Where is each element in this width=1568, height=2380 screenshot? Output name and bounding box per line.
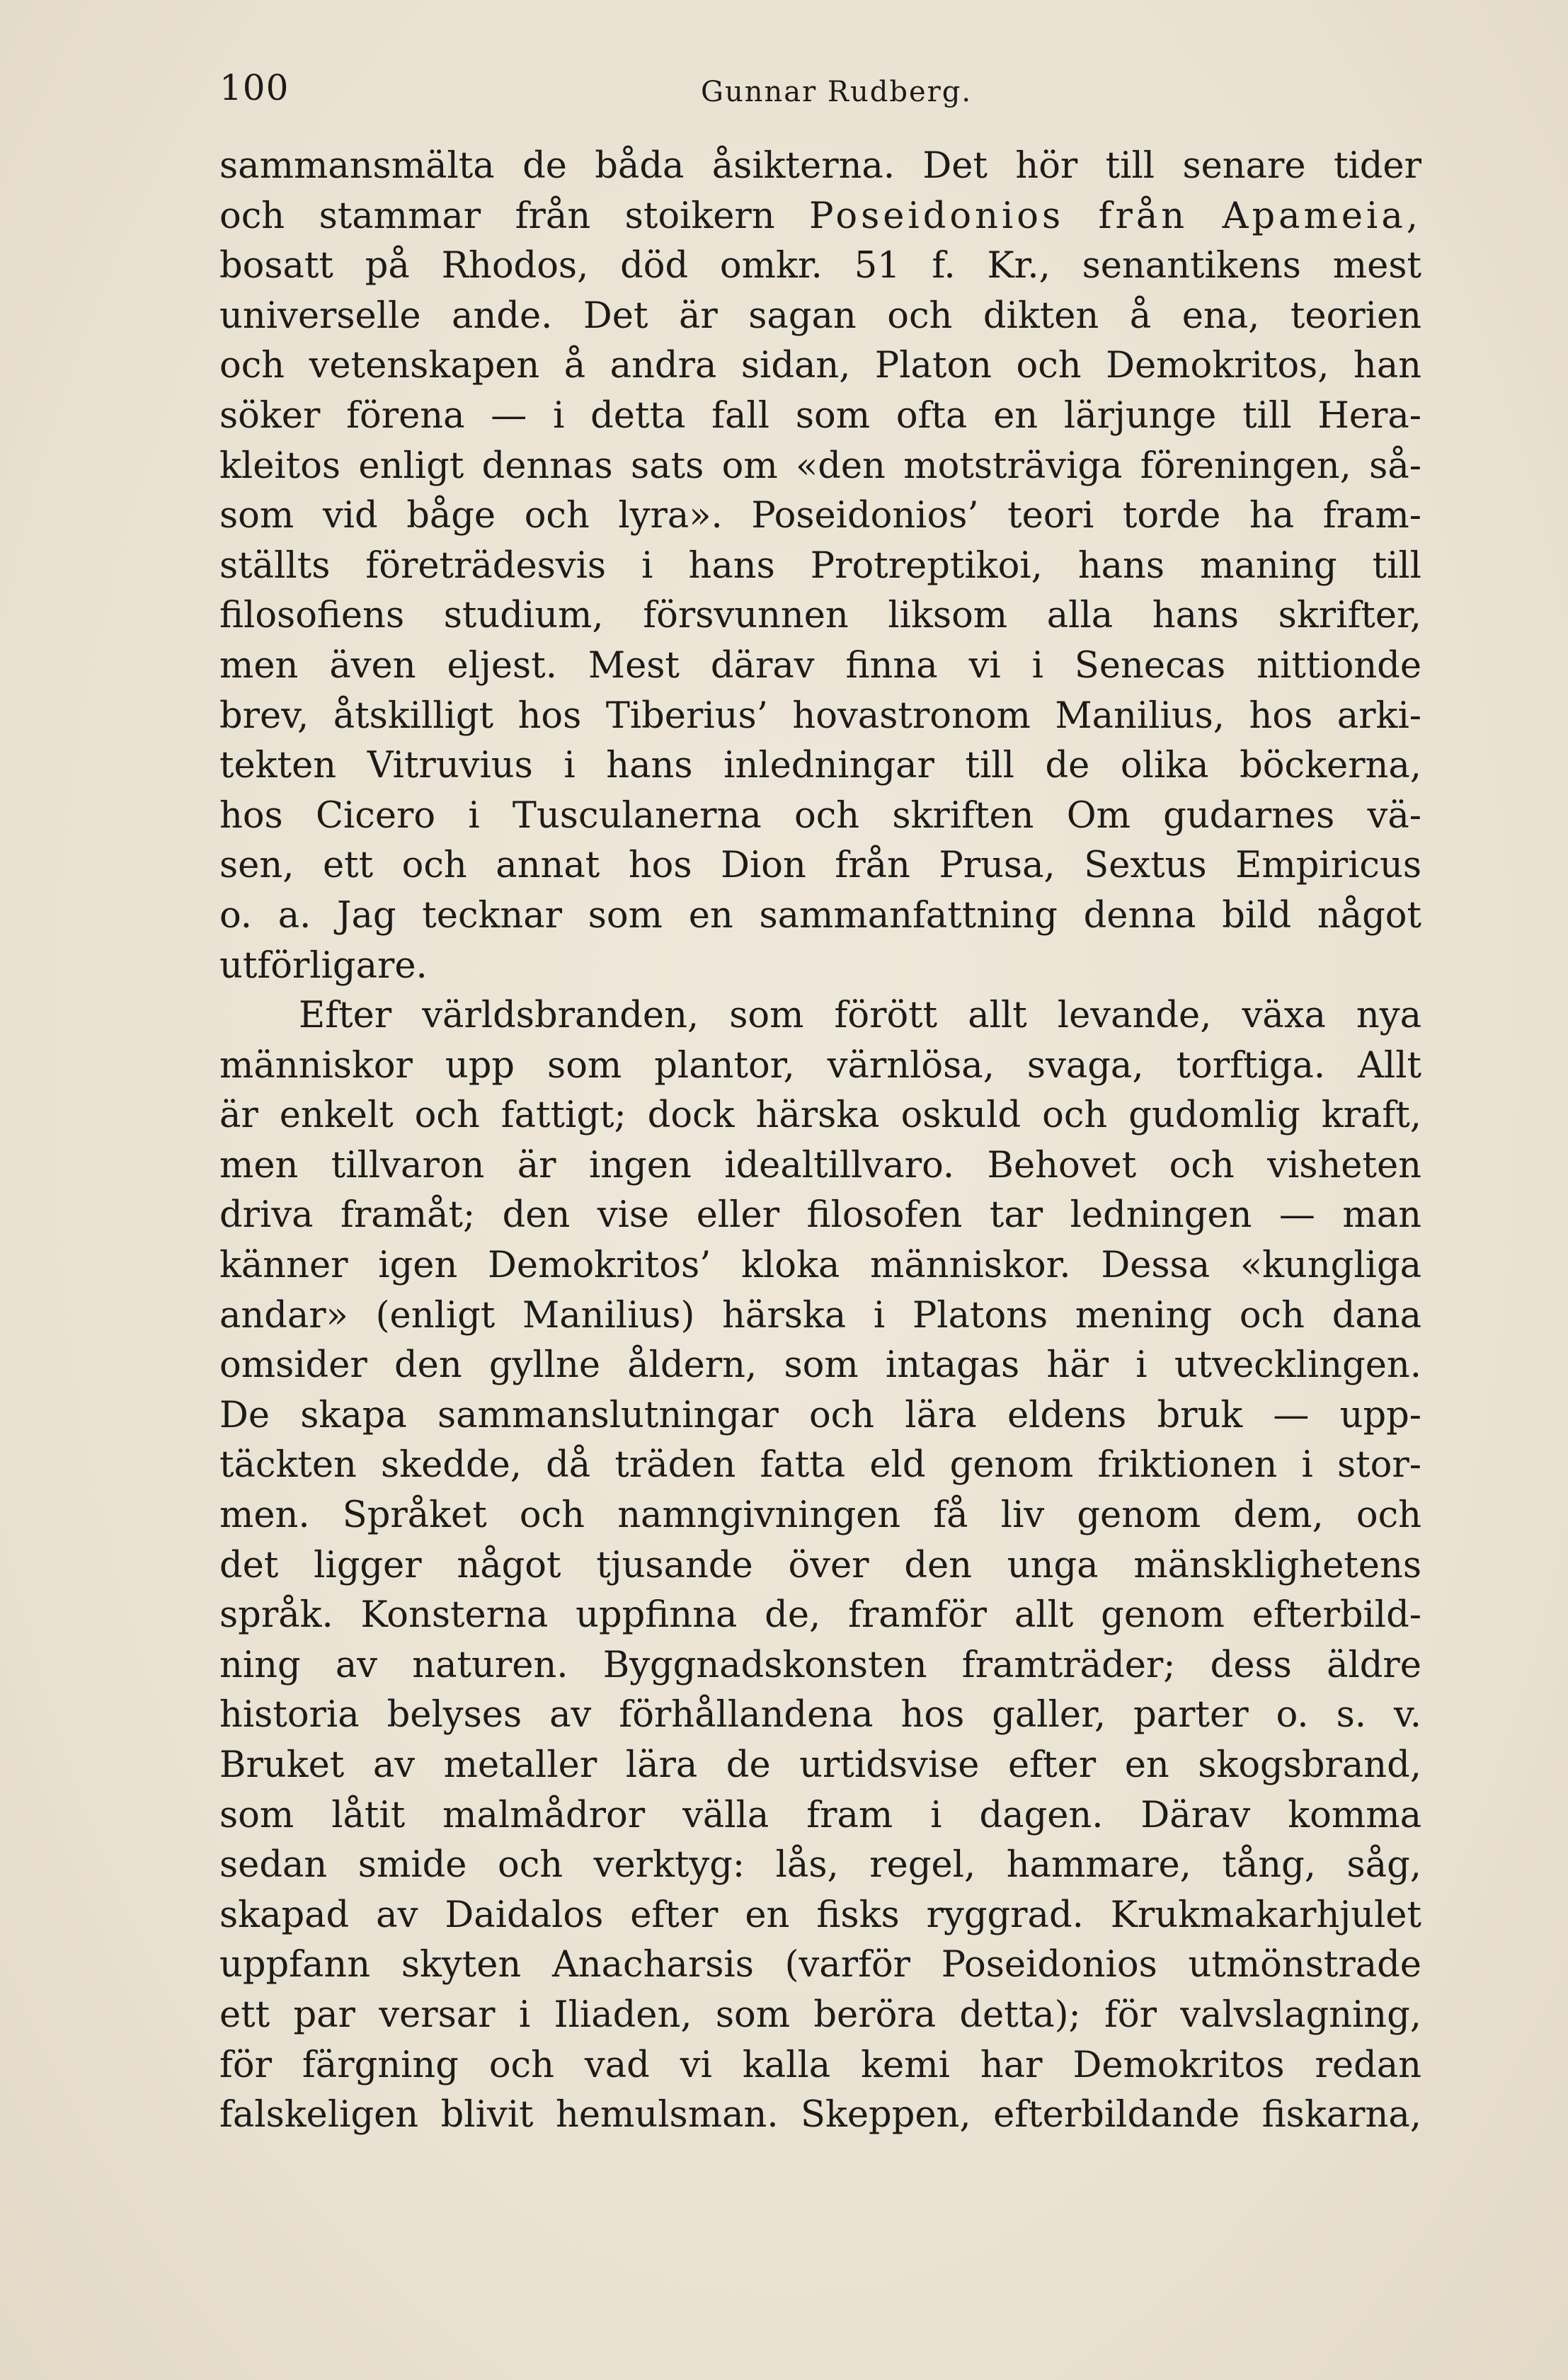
text-line: ning av naturen. Byggnadskonsten framträder; dess äldre	[219, 1644, 1421, 1686]
text-line: falskeligen blivit hemulsman. Skeppen, efterbildande fiskarna,	[219, 2094, 1421, 2136]
text-line: söker förena — i detta fall som ofta en lärjunge till Hera-	[219, 394, 1421, 437]
text-line-paragraph-end: utförligare.	[219, 944, 428, 987]
text-line: bosatt på Rhodos, död omkr. 51 f. Kr., senantikens mest	[219, 245, 1421, 287]
text-line: ställts företrädesvis i hans Protreptikoi, hans maning till	[219, 544, 1421, 587]
text-fragment	[1188, 195, 1222, 237]
text-line: omsider den gyllne åldern, som intagas här i utvecklingen.	[219, 1344, 1421, 1387]
text-line: människor upp som plantor, värnlösa, svaga, torftiga. Allt	[219, 1044, 1421, 1087]
text-line: men. Språket och namngivningen få liv genom dem, och	[219, 1494, 1421, 1537]
text-line: kleitos enligt dennas sats om «den motsträviga föreningen, så-	[219, 445, 1421, 487]
text-line: brev, åtskilligt hos Tiberius’ hovastronom Manilius, hos arki-	[219, 694, 1421, 737]
text-line: är enkelt och fattigt; dock härska oskuld och gudomlig kraft,	[219, 1094, 1421, 1137]
spaced-name-poseidonios: Poseidonios	[809, 195, 1065, 237]
text-line	[219, 192, 1421, 242]
text-line: sammansmälta de båda åsikterna. Det hör till senare tider	[219, 145, 1421, 187]
text-line: känner igen Demokritos’ kloka människor. Dessa «kungliga	[219, 1245, 1421, 1287]
text-line: Bruket av metaller lära de urtidsvise efter en skogsbrand,	[219, 1744, 1421, 1786]
text-fragment	[1064, 195, 1098, 237]
spaced-word-fran: från	[1098, 195, 1189, 237]
text-line: sen, ett och annat hos Dion från Prusa, Sextus Empiricus	[219, 845, 1421, 887]
text-line: täckten skedde, då träden fatta eld genom friktionen i stor-	[219, 1444, 1421, 1487]
text-line: skapad av Daidalos efter en fisks ryggrad. Krukmakarhjulet	[219, 1894, 1421, 1936]
page-number: 100	[219, 67, 290, 108]
running-head: Gunnar Rudberg.	[701, 76, 973, 108]
text-line: som låtit malmådror välla fram i dagen. Därav komma	[219, 1794, 1421, 1836]
text-line: universelle ande. Det är sagan och dikten å ena, teorien	[219, 294, 1421, 337]
page-header	[219, 67, 1423, 124]
text-line: ett par versar i Iliaden, som beröra detta); för valvslagning,	[219, 1993, 1421, 2036]
text-line: men tillvaron är ingen idealtillvaro. Behovet och visheten	[219, 1144, 1421, 1186]
text-line: De skapa sammanslutningar och lära eldens bruk — upp-	[219, 1394, 1421, 1436]
text-line: språk. Konsterna uppfinna de, framför allt genom efterbild-	[219, 1594, 1421, 1637]
body-text	[219, 142, 1421, 2141]
text-line: uppfann skyten Anacharsis (varför Poseidonios utmönstrade	[219, 1944, 1421, 1986]
spaced-name-apameia: Apameia,	[1222, 195, 1421, 237]
text-line: hos Cicero i Tusculanerna och skriften Om gudarnes vä-	[219, 794, 1421, 837]
text-line: det ligger något tjusande över den unga mänsklighetens	[219, 1544, 1421, 1586]
text-line: men även eljest. Mest därav finna vi i Senecas nittionde	[219, 644, 1421, 687]
text-line: historia belyses av förhållandena hos galler, parter o. s. v.	[219, 1694, 1421, 1737]
text-line: filosofiens studium, försvunnen liksom alla hans skrifter,	[219, 595, 1421, 637]
text-line: o. a. Jag tecknar som en sammanfattning denna bild något	[219, 894, 1421, 937]
text-line: som vid båge och lyra». Poseidonios’ teori torde ha fram-	[219, 495, 1421, 537]
text-line: och vetenskapen å andra sidan, Platon och Demokritos, han	[219, 345, 1421, 387]
text-line: andar» (enligt Manilius) härska i Platons mening och dana	[219, 1294, 1421, 1337]
text-line-paragraph-start: Efter världsbranden, som förött allt levande, växa nya	[299, 995, 1421, 1037]
text-line: driva framåt; den vise eller filosofen tar ledningen — man	[219, 1194, 1421, 1237]
text-line: tekten Vitruvius i hans inledningar till de olika böckerna,	[219, 745, 1421, 787]
text-line: sedan smide och verktyg: lås, regel, hammare, tång, såg,	[219, 1844, 1421, 1887]
text-line: för färgning och vad vi kalla kemi har Demokritos redan	[219, 2044, 1421, 2086]
text-fragment: och stammar från stoikern	[219, 195, 810, 237]
